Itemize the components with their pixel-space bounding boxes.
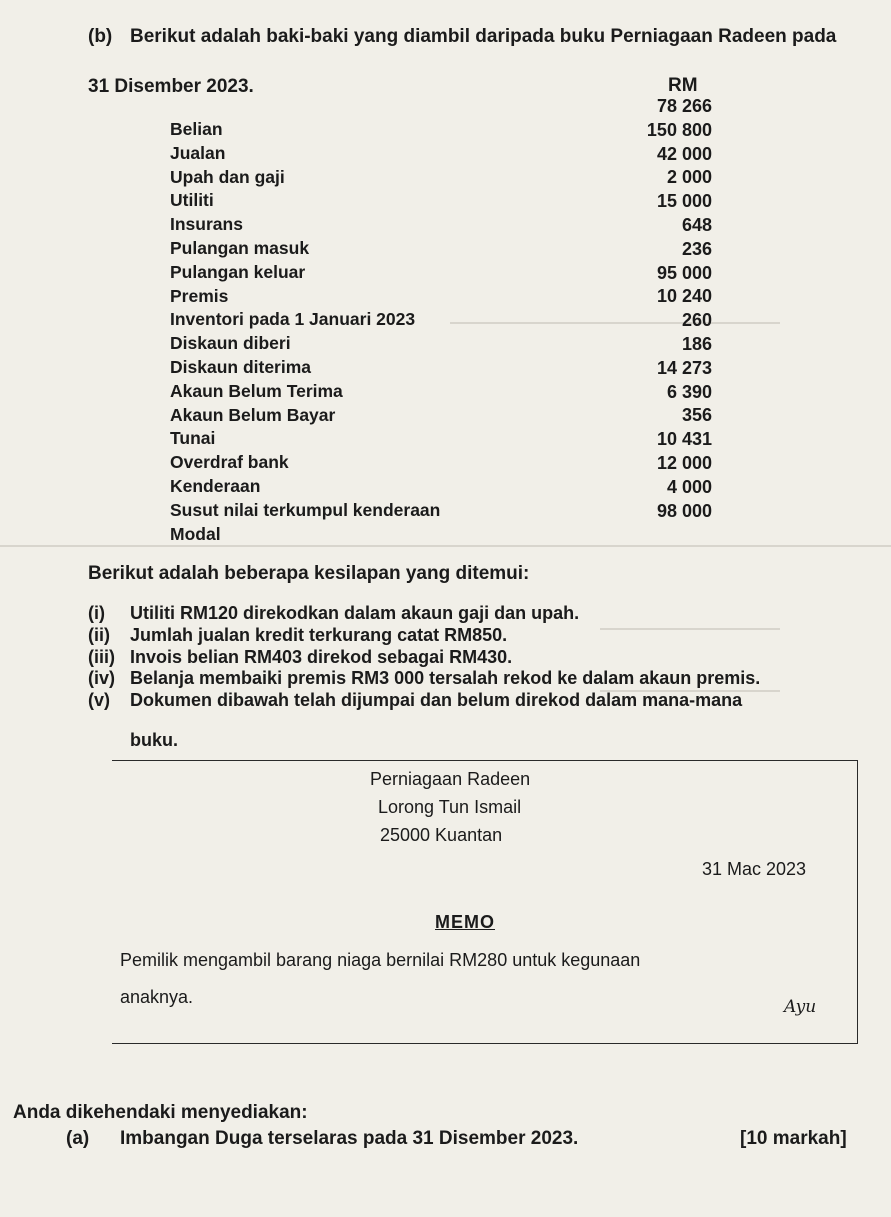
error-number: (iii) — [88, 646, 115, 667]
memo-city: 25000 Kuantan — [380, 825, 503, 845]
balance-amount: 6 390 — [666, 381, 712, 402]
balance-amount: 10 431 — [656, 429, 712, 450]
memo-body-line-2: anaknya. — [120, 987, 194, 1007]
balance-label: Upah dan gaji — [170, 166, 285, 187]
balance-amount: 260 — [681, 310, 712, 331]
balance-amount: 186 — [681, 334, 712, 354]
balance-label: Inventori pada 1 Januari 2023 — [170, 309, 416, 330]
balance-label: Diskaun diterima — [170, 357, 312, 377]
memo-body-line-1: Pemilik mengambil barang niaga bernilai RM280 untuk kegunaan — [120, 950, 641, 970]
currency-header: RM — [668, 75, 698, 96]
memo-street: Lorong Tun Ismail — [378, 797, 522, 817]
error-text: Jumlah jualan kredit terkurang catat RM850. — [130, 624, 508, 645]
error-text: Dokumen dibawah telah dijumpai dan belum direkod dalam mana-mana — [130, 690, 743, 711]
balance-label: Diskaun diberi — [170, 333, 291, 354]
balance-amount: 648 — [681, 215, 712, 235]
balance-label: Pulangan masuk — [170, 238, 310, 258]
memo-signature: Ayu — [784, 997, 817, 1017]
balance-label: Akaun Belum Bayar — [170, 404, 336, 425]
requirement-heading: Anda dikehendaki menyediakan: — [13, 1102, 308, 1123]
error-text: Utiliti RM120 direkodkan dalam akaun gaji dan upah. — [130, 603, 580, 623]
balance-label: Pulangan keluar — [170, 261, 306, 282]
marks-allocation — [740, 1128, 847, 1150]
balance-amount: 236 — [681, 238, 712, 259]
memo-date: 31 Mac 2023 — [702, 859, 807, 879]
balance-amount: 10 240 — [656, 286, 712, 307]
balance-label: Modal — [170, 523, 221, 544]
balance-amount: 95 000 — [656, 262, 712, 283]
balance-label: Susut nilai terkumpul kenderaan — [170, 499, 441, 520]
memo-document — [112, 760, 858, 1044]
memo-title: MEMO — [435, 912, 495, 932]
error-number: (i) — [88, 603, 105, 623]
error-number: (v) — [88, 690, 110, 711]
error-number: (ii) — [88, 624, 110, 645]
balance-label: Overdraf bank — [170, 452, 289, 473]
balance-label: Belian — [170, 119, 223, 139]
balance-amount: 78 266 — [656, 96, 712, 116]
balance-amount: 356 — [681, 405, 712, 426]
balance-label: Insurans — [170, 214, 243, 235]
balance-label: Utiliti — [170, 190, 214, 211]
memo-company: Perniagaan Radeen — [370, 769, 531, 789]
error-text: Invois belian RM403 direkod sebagai RM430. — [130, 646, 513, 667]
part-label: (b) — [88, 26, 113, 47]
balance-label: Premis — [170, 285, 229, 306]
balance-amount: 150 800 — [646, 119, 712, 140]
errors-intro: Berikut adalah beberapa kesilapan yang ditemui: — [88, 563, 530, 584]
balance-amount: 42 000 — [656, 143, 712, 164]
balance-amount: 98 000 — [656, 500, 712, 521]
balance-amount: 4 000 — [666, 476, 712, 497]
background-rule — [600, 628, 780, 630]
balance-label: Kenderaan — [170, 476, 261, 496]
balance-amount: 2 000 — [666, 167, 712, 188]
marks-text: [10 markah] — [740, 1128, 847, 1149]
requirement-text: Imbangan Duga terselaras pada 31 Disember 2023. — [120, 1128, 579, 1149]
error-number: (iv) — [88, 668, 115, 689]
intro-line-2: 31 Disember 2023. — [88, 76, 254, 97]
intro-line-1: Berikut adalah baki-baki yang diambil daripada buku Perniagaan Radeen pada — [130, 26, 837, 47]
background-rule — [0, 545, 891, 547]
balance-amount: 14 273 — [656, 357, 712, 378]
balance-amount: 15 000 — [656, 191, 712, 212]
balance-label: Akaun Belum Terima — [170, 380, 343, 401]
requirement-number: (a) — [66, 1128, 90, 1149]
balance-label: Jualan — [170, 142, 226, 163]
error-text: Belanja membaiki premis RM3 000 tersalah rekod ke dalam akaun premis. — [130, 668, 761, 689]
balance-amount: 12 000 — [656, 453, 712, 473]
errors-v-continuation: buku. — [130, 730, 178, 750]
balance-label: Tunai — [170, 428, 216, 449]
